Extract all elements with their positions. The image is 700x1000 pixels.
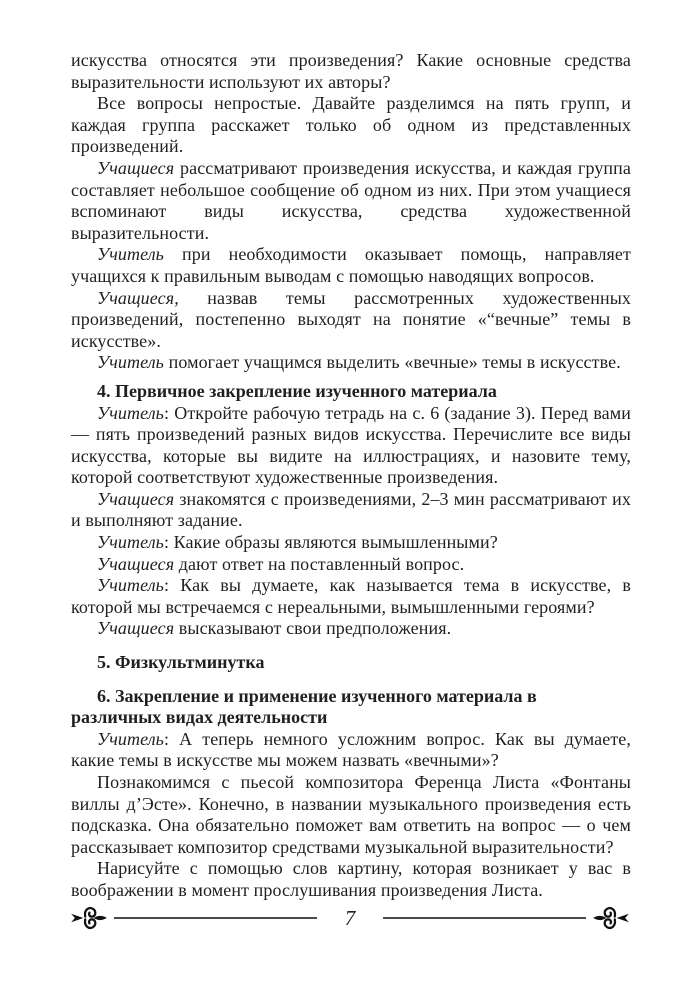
paragraph-text: искусства относятся эти произведения? Какие основные средства выразительности используют их авторы?	[71, 50, 631, 92]
speaker-label: Учитель	[97, 244, 164, 265]
paragraph-text: : Какие образы являются вымышленными?	[163, 532, 498, 553]
speaker-label: Учитель	[97, 575, 164, 596]
paragraph-text: дают ответ на поставленный вопрос.	[174, 553, 465, 574]
paragraph-text: Все вопросы непростые. Давайте разделимся на пять групп, и каждая группа расскажет только об одном из представленных произведений.	[71, 93, 631, 157]
paragraph-text: рассматривают произведения искусства, и каждая группа составляет небольшое сообщение об одном из них. При этом учащиеся вспоминают виды искусства, средства художественной выразительности.	[71, 157, 631, 243]
paragraph-text: : А теперь немного усложним вопрос. Как вы думаете, какие темы в искусстве мы можем назвать «вечными»?	[71, 728, 631, 771]
paragraph	[71, 554, 631, 576]
page-number: 7	[344, 905, 356, 930]
paragraph	[71, 244, 631, 287]
fleuron-icon	[70, 901, 108, 935]
paragraph	[71, 288, 631, 353]
speaker-label: Учитель	[97, 352, 164, 373]
footer-rule-right	[383, 917, 586, 919]
paragraph	[71, 729, 631, 772]
paragraph-text: : Как вы думаете, как называется тема в искусстве, в которой мы встречаемся с нереальными, вымышленными героями?	[71, 575, 631, 617]
speaker-label: Учащиеся,	[97, 287, 179, 308]
paragraph	[71, 532, 631, 554]
paragraph	[71, 489, 631, 532]
paragraph	[71, 772, 631, 858]
speaker-label: Учитель	[97, 532, 164, 553]
fleuron-icon	[592, 901, 630, 935]
section-heading: 4. Первичное закрепление изученного материала	[97, 380, 497, 401]
paragraph-text: Нарисуйте с помощью слов картину, которая возникает у вас в воображении в момент прослушивания произведения Листа.	[71, 858, 631, 900]
paragraph-text: высказывают свои предположения.	[174, 618, 452, 639]
paragraph-text: назвав темы рассмотренных художественных произведений, постепенно выходят на понятие «“вечные” темы в искусстве».	[71, 287, 631, 351]
paragraph	[71, 158, 631, 244]
section-heading: 5. Физкультминутка	[97, 652, 265, 673]
paragraph-text: Познакомимся с пьесой композитора Ференца Листа «Фонтаны виллы д’Эсте». Конечно, в названии музыкального произведения есть подсказка. Она обязательно поможет вам ответить на вопрос — о чем рассказывает композитор средствами музыкальной выразительности?	[71, 772, 631, 857]
paragraph-text: при необходимости оказывает помощь, направляет учащихся к правильным выводам с помощью наводящих вопросов.	[71, 244, 631, 286]
speaker-label: Учащиеся	[97, 157, 175, 178]
text-block	[71, 50, 631, 902]
paragraph	[71, 403, 631, 489]
paragraph	[71, 858, 631, 901]
paragraph	[71, 50, 631, 93]
paragraph	[71, 93, 631, 158]
paragraph-text: знакомятся с произведениями, 2–3 мин рассматривают их и выполняют задание.	[71, 488, 631, 531]
paragraph	[71, 352, 631, 374]
speaker-label: Учащиеся	[97, 488, 175, 509]
section-heading: 6. Закрепление и применение изученного материала в различных видах деятельности	[71, 685, 537, 728]
paragraph	[71, 618, 631, 640]
speaker-label: Учащиеся	[97, 553, 175, 574]
page-footer	[70, 901, 630, 935]
paragraph-text: помогает учащимся выделить «вечные» темы в искусстве.	[163, 352, 621, 373]
speaker-label: Учитель	[97, 728, 164, 749]
speaker-label: Учитель	[97, 402, 164, 423]
speaker-label: Учащиеся	[97, 618, 175, 639]
paragraph	[71, 575, 631, 618]
paragraph-text: : Откройте рабочую тетрадь на с. 6 (задание 3). Перед вами — пять произведений разных видов искусства. Перечислите все виды искусства, которые вы видите на иллюстрациях, и назовите тему, которой соответствуют художественные произведения.	[71, 402, 631, 488]
footer-rule-left	[114, 917, 317, 919]
